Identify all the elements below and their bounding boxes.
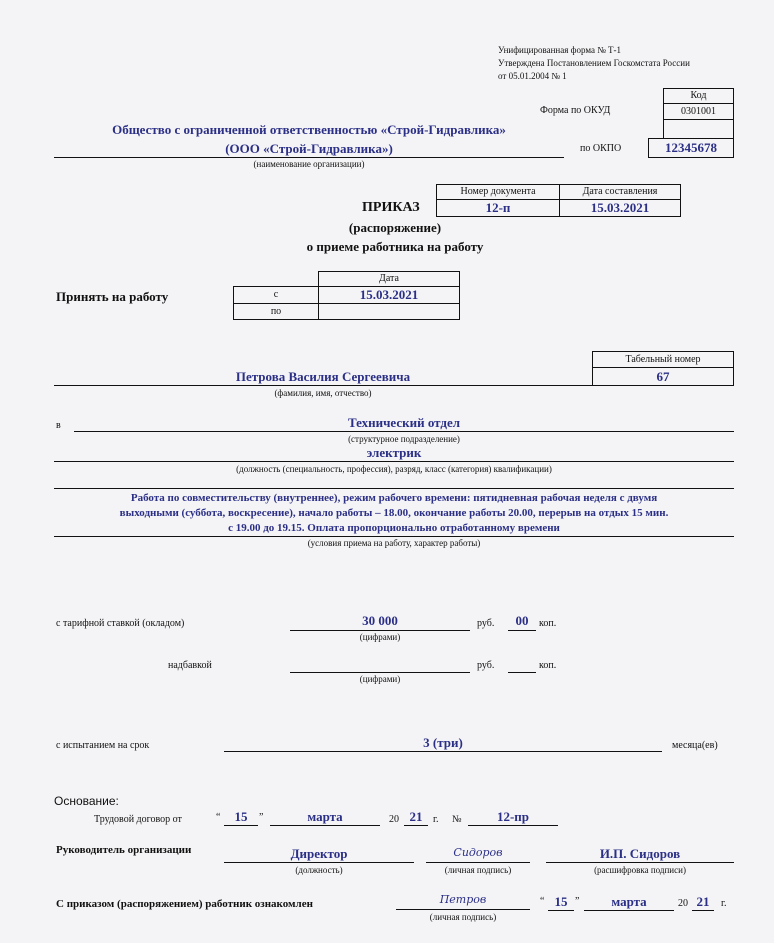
empty-code-cell [663, 119, 734, 139]
acquaint-label: С приказом (распоряжением) работник ознакомлен [56, 898, 313, 910]
conditions-line-2: выходными (суббота, воскресение), начало работы – 18.00, окончание работы 20.00, перерыв на отдых 15 мин. [119, 507, 669, 519]
hire-to-value [318, 303, 460, 320]
in-label: в [56, 420, 61, 431]
hire-from-value: 15.03.2021 [318, 286, 460, 304]
okpo-value: 12345678 [648, 138, 734, 158]
hire-label: Принять на работу [56, 289, 169, 304]
acquaint-month: марта [611, 894, 647, 909]
contract-day-underline [224, 825, 258, 826]
head-name-caption: (расшифровка подписи) [594, 865, 686, 875]
bonus-kop-underline [508, 672, 536, 673]
bonus-label: надбавкой [168, 660, 212, 671]
doc-subtitle: (распоряжение) [348, 220, 442, 235]
conditions-caption: (условия приема на работу, характер работы) [307, 538, 481, 548]
acquaint-quote-open: “ [540, 896, 545, 907]
position-underline [54, 461, 734, 462]
position-value: электрик [366, 445, 422, 460]
acquaint-g: г. [721, 898, 727, 909]
probation-underline [224, 751, 662, 752]
head-name-underline [546, 862, 734, 863]
head-position: Директор [290, 846, 348, 861]
employee-name: Петрова Василия Сергеевича [235, 369, 411, 384]
department-value: Технический отдел [347, 415, 461, 430]
department-underline [74, 431, 734, 432]
tab-number-value: 67 [592, 367, 734, 386]
head-label: Руководитель организации [56, 844, 192, 856]
contract-quote-close: ” [259, 812, 264, 823]
employee-name-underline [54, 385, 592, 386]
rate-label: с тарифной ставкой (окладом) [56, 618, 185, 629]
contract-number-underline [468, 825, 558, 826]
doc-title: ПРИКАЗ [362, 200, 420, 215]
acquaint-signature-caption: (личная подпись) [429, 912, 497, 922]
kod-header: Код [663, 88, 734, 104]
acquaint-signature: Петров [439, 893, 487, 906]
rate-kop: коп. [539, 618, 557, 629]
form-line-2: Утверждена Постановлением Госкомстата России [498, 58, 690, 68]
head-signature: Сидоров [453, 846, 503, 859]
rate-kop-value: 00 [515, 613, 529, 628]
conditions-underline [54, 536, 734, 537]
contract-g: г. [433, 814, 439, 825]
hire-to-label: по [233, 303, 319, 320]
bonus-caption: (цифрами) [359, 674, 401, 684]
acquaint-year-prefix: 20 [678, 898, 688, 909]
head-position-caption: (должность) [295, 865, 343, 875]
acquaint-year-underline [692, 910, 714, 911]
acquaint-signature-underline [396, 909, 530, 910]
acquaint-day-underline [548, 910, 574, 911]
acquaint-month-underline [584, 910, 674, 911]
form-line-3: от 05.01.2004 № 1 [498, 71, 567, 81]
contract-number: 12-пр [496, 809, 530, 824]
head-signature-underline [426, 862, 530, 863]
okud-value: 0301001 [663, 103, 734, 120]
okud-label: Форма по ОКУД [540, 105, 611, 116]
head-name: И.П. Сидоров [599, 846, 681, 861]
basis-label: Основание: [54, 794, 119, 808]
org-name-short: (ООО «Строй-Гидравлика») [225, 141, 393, 156]
okpo-label: по ОКПО [580, 143, 622, 154]
contract-month-underline [270, 825, 380, 826]
hire-date-header: Дата [318, 271, 460, 287]
probation-label: с испытанием на срок [56, 740, 150, 751]
form-info [498, 44, 690, 83]
rate-rub: руб. [477, 618, 495, 629]
doc-subject: о приеме работника на работу [306, 239, 484, 254]
rate-value: 30 000 [362, 613, 398, 628]
bonus-underline [290, 672, 470, 673]
doc-date-header: Дата составления [559, 184, 681, 200]
employee-name-caption: (фамилия, имя, отчество) [274, 388, 372, 398]
acquaint-quote-close: ” [575, 896, 580, 907]
contract-label: Трудовой договор от [94, 814, 182, 825]
contract-day: 15 [234, 809, 248, 824]
contract-year: 21 [409, 809, 423, 824]
head-signature-caption: (личная подпись) [444, 865, 512, 875]
rate-caption: (цифрами) [359, 632, 401, 642]
probation-value: 3 (три) [423, 735, 463, 750]
doc-number-value: 12-п [436, 199, 560, 217]
conditions-line-3: с 19.00 до 19.15. Оплата пропорционально отработанному времени [228, 522, 560, 534]
position-caption: (должность (специальность, профессия), разряд, класс (категория) квалификации) [236, 464, 552, 474]
hire-from-label: с [233, 286, 319, 304]
department-caption: (структурное подразделение) [348, 434, 460, 444]
bonus-kop: коп. [539, 660, 557, 671]
conditions-block [54, 491, 734, 536]
contract-quote-open: “ [216, 812, 221, 823]
rate-underline [290, 630, 470, 631]
head-position-underline [224, 862, 414, 863]
acquaint-year: 21 [696, 894, 710, 909]
org-underline [54, 157, 564, 158]
form-line-1: Унифицированная форма № Т-1 [498, 45, 622, 55]
org-caption: (наименование организации) [253, 159, 365, 169]
contract-year-underline [404, 825, 428, 826]
acquaint-day: 15 [554, 894, 568, 909]
rate-kop-underline [508, 630, 536, 631]
conditions-line-1: Работа по совместительству (внутреннее), режим рабочего времени: пятидневная рабочая неделя с двумя [130, 492, 658, 504]
tab-number-header: Табельный номер [592, 351, 734, 368]
org-name-full: Общество с ограниченной ответственностью «Строй-Гидравлика» [112, 122, 506, 137]
conditions-top-line [54, 488, 734, 489]
contract-month: марта [307, 809, 343, 824]
probation-unit: месяца(ев) [672, 740, 718, 751]
doc-number-header: Номер документа [436, 184, 560, 200]
bonus-rub: руб. [477, 660, 495, 671]
contract-year-prefix: 20 [389, 814, 399, 825]
doc-date-value: 15.03.2021 [559, 199, 681, 217]
contract-no-label: № [452, 814, 462, 825]
